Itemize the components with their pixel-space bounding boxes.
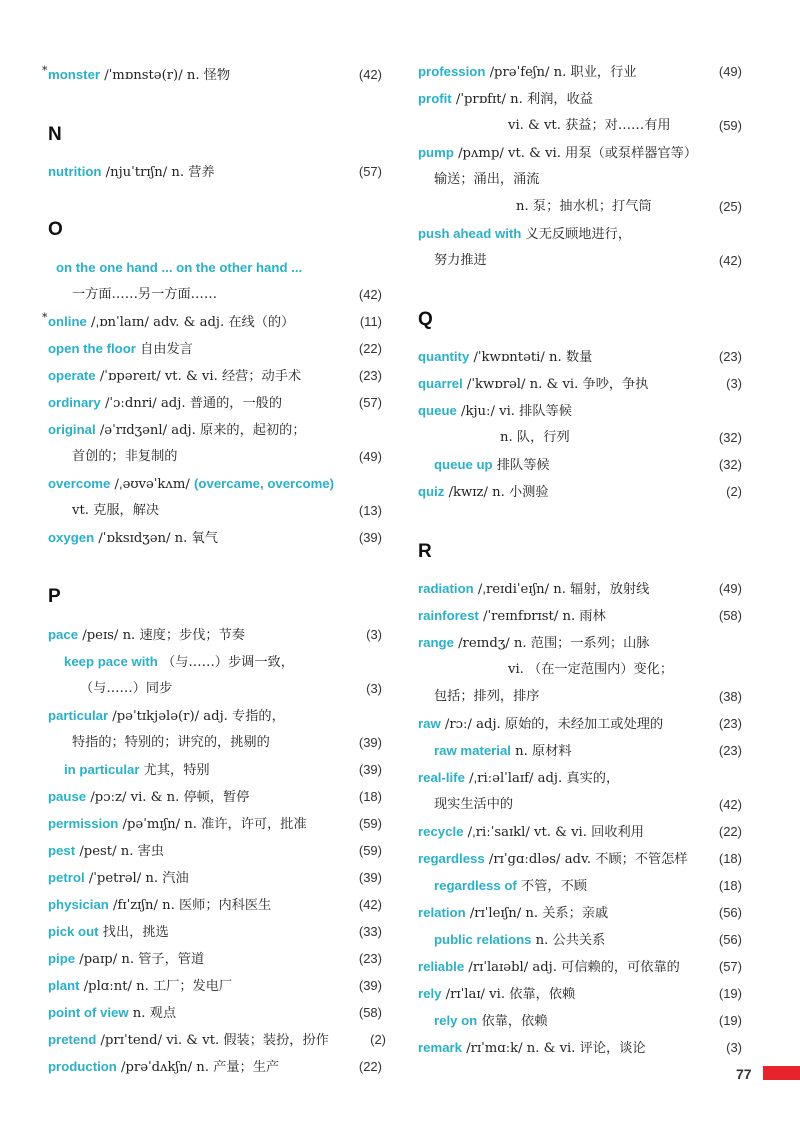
past-forms: (overcame, overcome): [194, 476, 335, 491]
page-ref: (18): [718, 851, 742, 866]
page-accent-bar: [763, 1066, 800, 1080]
entry-permission: [48, 810, 382, 837]
definition: 依靠，依赖: [477, 1014, 548, 1029]
definition: /ˈkwɒrəl/ n. & vi. 争吵，争执: [462, 377, 649, 392]
headword: regardless of: [434, 878, 517, 893]
page-ref: (3): [366, 627, 382, 642]
page-ref: (3): [366, 681, 382, 696]
page-ref: (56): [718, 905, 742, 920]
page-ref: (23): [718, 716, 742, 731]
headword: plant: [48, 978, 80, 993]
headword: ordinary: [48, 395, 101, 410]
page-ref: (58): [358, 1005, 382, 1020]
headword: public relations: [434, 932, 532, 947]
definition: 排队等候: [492, 458, 550, 473]
page-ref: (22): [358, 1059, 382, 1074]
entry-pump-cont2: [418, 193, 742, 220]
entry-real-life-cont: [418, 791, 742, 818]
definition: n. 公共关系: [531, 933, 606, 948]
definition: /ˈpetrəl/ n. 汽油: [84, 871, 189, 886]
entry-range: [418, 629, 742, 656]
headword: keep pace with: [64, 654, 158, 669]
headword: pump: [418, 145, 454, 160]
headword: production: [48, 1059, 117, 1074]
headword: pick out: [48, 924, 99, 939]
definition: 尤其，特别: [139, 763, 210, 778]
definition: n. 泵；抽水机；打气筒: [516, 199, 652, 214]
headword: remark: [418, 1040, 462, 1055]
page-ref: (59): [718, 118, 742, 133]
definition: /ˈreɪnfɒrɪst/ n. 雨林: [478, 609, 606, 624]
definition: /pʌmp/ vt. & vi. 用泵（或泵样器官等）: [453, 146, 698, 161]
entry-queue: [418, 397, 742, 424]
definition: 现实生活中的: [434, 797, 514, 812]
page-ref: (23): [718, 743, 742, 758]
definition: /njuˈtrɪʃn/ n. 营养: [101, 165, 215, 180]
entry-oxygen: [48, 524, 382, 551]
entry-pest: [48, 837, 382, 864]
definition: /prəˈdʌkʃn/ n. 产量；生产: [116, 1060, 280, 1075]
page-ref: (49): [718, 64, 742, 79]
page-ref: (3): [726, 1040, 742, 1055]
entry-open-the-floor: [48, 335, 382, 362]
entry-queue-up: [418, 451, 742, 478]
entry-push-ahead-cont: [418, 247, 742, 274]
headword: original: [48, 422, 96, 437]
definition: vi. （在一定范围内）变化；: [508, 662, 674, 677]
page-ref: (32): [718, 430, 742, 445]
definition: /kjuː/ vi. 排队等候: [456, 404, 572, 419]
entry-plant: [48, 972, 382, 999]
entry-raw-material: [418, 737, 742, 764]
page-ref: (42): [358, 67, 382, 82]
definition: /ˈkwɒntəti/ n. 数量: [469, 350, 593, 365]
definition: /rɔː/ adj. 原始的，未经加工或处理的: [440, 717, 664, 732]
entry-pump-cont: [418, 166, 742, 193]
page-ref: (19): [718, 1013, 742, 1028]
page-ref: (18): [358, 789, 382, 804]
page-ref: (42): [718, 253, 742, 268]
headword: petrol: [48, 870, 85, 885]
definition: /pɔːz/ vi. & n. 停顿，暂停: [86, 790, 250, 805]
headword: permission: [48, 816, 119, 831]
headword: pace: [48, 627, 79, 642]
headword: on the one hand ... on the other hand ...: [56, 260, 303, 275]
definition: 不管，不顾: [516, 879, 587, 894]
page-ref: (57): [358, 164, 382, 179]
page-ref: (19): [718, 986, 742, 1001]
definition: 特指的；特别的；讲究的，挑剔的: [72, 735, 270, 750]
entry-raw: [418, 710, 742, 737]
entry-rely-on: [418, 1007, 742, 1034]
entry-push-ahead-with: [418, 220, 742, 247]
entry-particular-cont: [48, 729, 382, 756]
headword: quarrel: [418, 376, 463, 391]
entry-pump: [418, 139, 742, 166]
definition: /rɪˈɡɑːdləs/ adv. 不顾；不管怎样: [484, 852, 688, 867]
entry-quantity: [418, 343, 742, 370]
page-ref: (59): [358, 816, 382, 831]
page-ref: (49): [718, 581, 742, 596]
entry-profit-cont: [418, 112, 742, 139]
asterisk: *: [42, 311, 48, 324]
definition: 一方面……另一方面……: [72, 287, 218, 302]
entry-pause: [48, 783, 382, 810]
definition: （与……）同步: [80, 681, 173, 696]
page-ref: (42): [358, 897, 382, 912]
page-ref: (57): [718, 959, 742, 974]
entry-quarrel: [418, 370, 742, 397]
section-letter-r: R: [418, 541, 432, 562]
page-ref: (18): [718, 878, 742, 893]
definition: /ˈɔːdnri/ adj. 普通的，一般的: [100, 396, 283, 411]
headword: pause: [48, 789, 87, 804]
definition: /ˈmɒnstə(r)/ n. 怪物: [100, 68, 231, 83]
definition: vt. 克服，解决: [72, 503, 160, 518]
entry-recycle: [418, 818, 742, 845]
entry-pace: [48, 621, 382, 648]
entry-production: [48, 1053, 382, 1080]
headword: queue up: [434, 457, 493, 472]
definition: 找出，挑选: [98, 925, 169, 940]
entry-public-relations: [418, 926, 742, 953]
headword: range: [418, 635, 454, 650]
definition: 首创的；非复制的: [72, 449, 178, 464]
definition: /ˈɒpəreɪt/ vt. & vi. 经营；动手术: [95, 369, 302, 384]
headword: quiz: [418, 484, 445, 499]
page-ref: (56): [718, 932, 742, 947]
definition: 努力推进: [434, 253, 487, 268]
section-letter-n: N: [48, 124, 62, 145]
entry-range-cont2: [418, 683, 742, 710]
entry-radiation: [418, 575, 742, 602]
definition: n. 观点: [128, 1006, 177, 1021]
definition: /fɪˈzɪʃn/ n. 医师；内科医生: [108, 898, 272, 913]
headword: raw material: [434, 743, 511, 758]
entry-reliable: [418, 953, 742, 980]
headword: raw: [418, 716, 441, 731]
page-ref: (39): [358, 530, 382, 545]
page-ref: (23): [718, 349, 742, 364]
headword: profit: [418, 91, 452, 106]
entry-overcome: [48, 470, 382, 497]
definition: /prəˈfeʃn/ n. 职业，行业: [485, 65, 637, 80]
entry-nutrition: [48, 158, 382, 185]
definition: /pəˈmɪʃn/ n. 准许，许可，批准: [118, 817, 307, 832]
definition: /rɪˈlaɪəbl/ adj. 可信赖的，可依靠的: [464, 960, 680, 975]
page-ref: (42): [718, 797, 742, 812]
headword: in particular: [64, 762, 140, 777]
entry-keep-pace-cont: [48, 675, 382, 702]
definition: 义无反顾地进行，: [521, 227, 632, 242]
section-letter-p: P: [48, 586, 61, 607]
page-ref: (22): [718, 824, 742, 839]
page-ref: (25): [718, 199, 742, 214]
definition: n. 队，行列: [500, 430, 570, 445]
definition: 包括；排列，排序: [434, 689, 540, 704]
page-ref: (2): [370, 1032, 386, 1047]
page-ref: (22): [358, 341, 382, 356]
page-ref: (11): [359, 314, 382, 329]
definition: /ˈprɒfɪt/ n. 利润，收益: [451, 92, 593, 107]
entry-regardless-of: [418, 872, 742, 899]
entry-pretend: [48, 1026, 386, 1053]
headword: pretend: [48, 1032, 97, 1047]
page-ref: (42): [358, 287, 382, 302]
entry-real-life: [418, 764, 742, 791]
entry-pick-out: [48, 918, 382, 945]
definition: /kwɪz/ n. 小测验: [444, 485, 549, 500]
entry-online: [42, 308, 382, 335]
page-ref: (39): [358, 978, 382, 993]
entry-operate: [48, 362, 382, 389]
headword: point of view: [48, 1005, 129, 1020]
headword: open the floor: [48, 341, 136, 356]
phonetic: /ˌəʊvəˈkʌm/: [110, 477, 195, 492]
page-number: 77: [736, 1066, 752, 1082]
headword: pest: [48, 843, 76, 858]
page-ref: (49): [358, 449, 382, 464]
entry-original: [48, 416, 382, 443]
headword: regardless: [418, 851, 485, 866]
headword: push ahead with: [418, 226, 522, 241]
headword: rely on: [434, 1013, 478, 1028]
headword: queue: [418, 403, 457, 418]
entry-regardless: [418, 845, 742, 872]
page-ref: (59): [358, 843, 382, 858]
definition: /ˌɒnˈlaɪn/ adv. & adj. 在线（的）: [86, 315, 295, 330]
definition: /peɪs/ n. 速度；步伐；节奏: [78, 628, 245, 643]
definition: 输送；涌出，涌流: [434, 172, 540, 187]
headword: oxygen: [48, 530, 95, 545]
page-ref: (39): [358, 735, 382, 750]
headword: particular: [48, 708, 109, 723]
entry-rely: [418, 980, 742, 1007]
definition: vi. & vt. 获益；对……有用: [508, 118, 671, 133]
entry-remark: [418, 1034, 742, 1061]
definition: /plɑːnt/ n. 工厂；发电厂: [79, 979, 233, 994]
entry-monster: [42, 61, 382, 88]
headword: profession: [418, 64, 486, 79]
definition: /ˈɒksɪdʒən/ n. 氧气: [94, 531, 218, 546]
page-ref: (13): [358, 503, 382, 518]
page-ref: (39): [358, 870, 382, 885]
definition: 自由发言: [135, 342, 193, 357]
entry-in-particular: [48, 756, 382, 783]
page-ref: (3): [726, 376, 742, 391]
definition: /reɪndʒ/ n. 范围；一系列；山脉: [453, 636, 650, 651]
entry-particular: [48, 702, 382, 729]
definition: /prɪˈtend/ vi. & vt. 假装；装扮，扮作: [96, 1033, 329, 1048]
section-letter-o: O: [48, 219, 63, 240]
entry-keep-pace-with: [48, 648, 382, 675]
definition: /rɪˈmɑːk/ n. & vi. 评论，谈论: [462, 1041, 646, 1056]
entry-physician: [48, 891, 382, 918]
entry-petrol: [48, 864, 382, 891]
page-ref: (2): [726, 484, 742, 499]
headword: relation: [418, 905, 466, 920]
page-ref: (38): [718, 689, 742, 704]
entry-relation: [418, 899, 742, 926]
headword: rely: [418, 986, 442, 1001]
page-ref: (39): [358, 762, 382, 777]
headword: online: [48, 314, 87, 329]
headword: reliable: [418, 959, 465, 974]
definition: /əˈrɪdʒənl/ adj. 原来的，起初的；: [95, 423, 306, 438]
section-letter-q: Q: [418, 309, 433, 330]
page-ref: (32): [718, 457, 742, 472]
entry-range-cont: [418, 656, 742, 683]
headword: physician: [48, 897, 109, 912]
definition: n. 原材料: [510, 744, 572, 759]
entry-point-of-view: [48, 999, 382, 1026]
definition: /paɪp/ n. 管子，管道: [75, 952, 205, 967]
page-ref: (23): [358, 951, 382, 966]
headword: pipe: [48, 951, 76, 966]
page-ref: (33): [358, 924, 382, 939]
entry-rainforest: [418, 602, 742, 629]
entry-overcome-cont: [48, 497, 382, 524]
entry-on-the-one-hand-def: [48, 281, 382, 308]
entry-quiz: [418, 478, 742, 505]
headword: operate: [48, 368, 96, 383]
definition: /rɪˈleɪʃn/ n. 关系；亲戚: [465, 906, 609, 921]
entry-ordinary: [48, 389, 382, 416]
entry-profit: [418, 85, 742, 112]
headword: recycle: [418, 824, 464, 839]
definition: /rɪˈlaɪ/ vi. 依靠，依赖: [441, 987, 576, 1002]
entry-queue-cont: [418, 424, 742, 451]
headword: radiation: [418, 581, 474, 596]
definition: /pəˈtɪkjələ(r)/ adj. 专指的，: [108, 709, 285, 724]
headword: quantity: [418, 349, 470, 364]
headword: rainforest: [418, 608, 479, 623]
headword: nutrition: [48, 164, 102, 179]
definition: （与……）步调一致，: [157, 655, 294, 670]
entry-on-the-one-hand: [48, 254, 382, 281]
definition: /ˌriːəlˈlaɪf/ adj. 真实的，: [464, 771, 620, 786]
headword: overcome: [48, 476, 111, 491]
definition: /pest/ n. 害虫: [75, 844, 164, 859]
asterisk: *: [42, 64, 48, 77]
page-ref: (23): [358, 368, 382, 383]
headword: real-life: [418, 770, 465, 785]
page-ref: (57): [358, 395, 382, 410]
definition: /ˌreɪdiˈeɪʃn/ n. 辐射，放射线: [473, 582, 650, 597]
page-ref: (58): [718, 608, 742, 623]
entry-pipe: [48, 945, 382, 972]
entry-profession: [418, 58, 742, 85]
entry-original-cont: [48, 443, 382, 470]
headword: monster: [48, 67, 101, 82]
definition: /ˌriːˈsaɪkl/ vt. & vi. 回收利用: [463, 825, 644, 840]
